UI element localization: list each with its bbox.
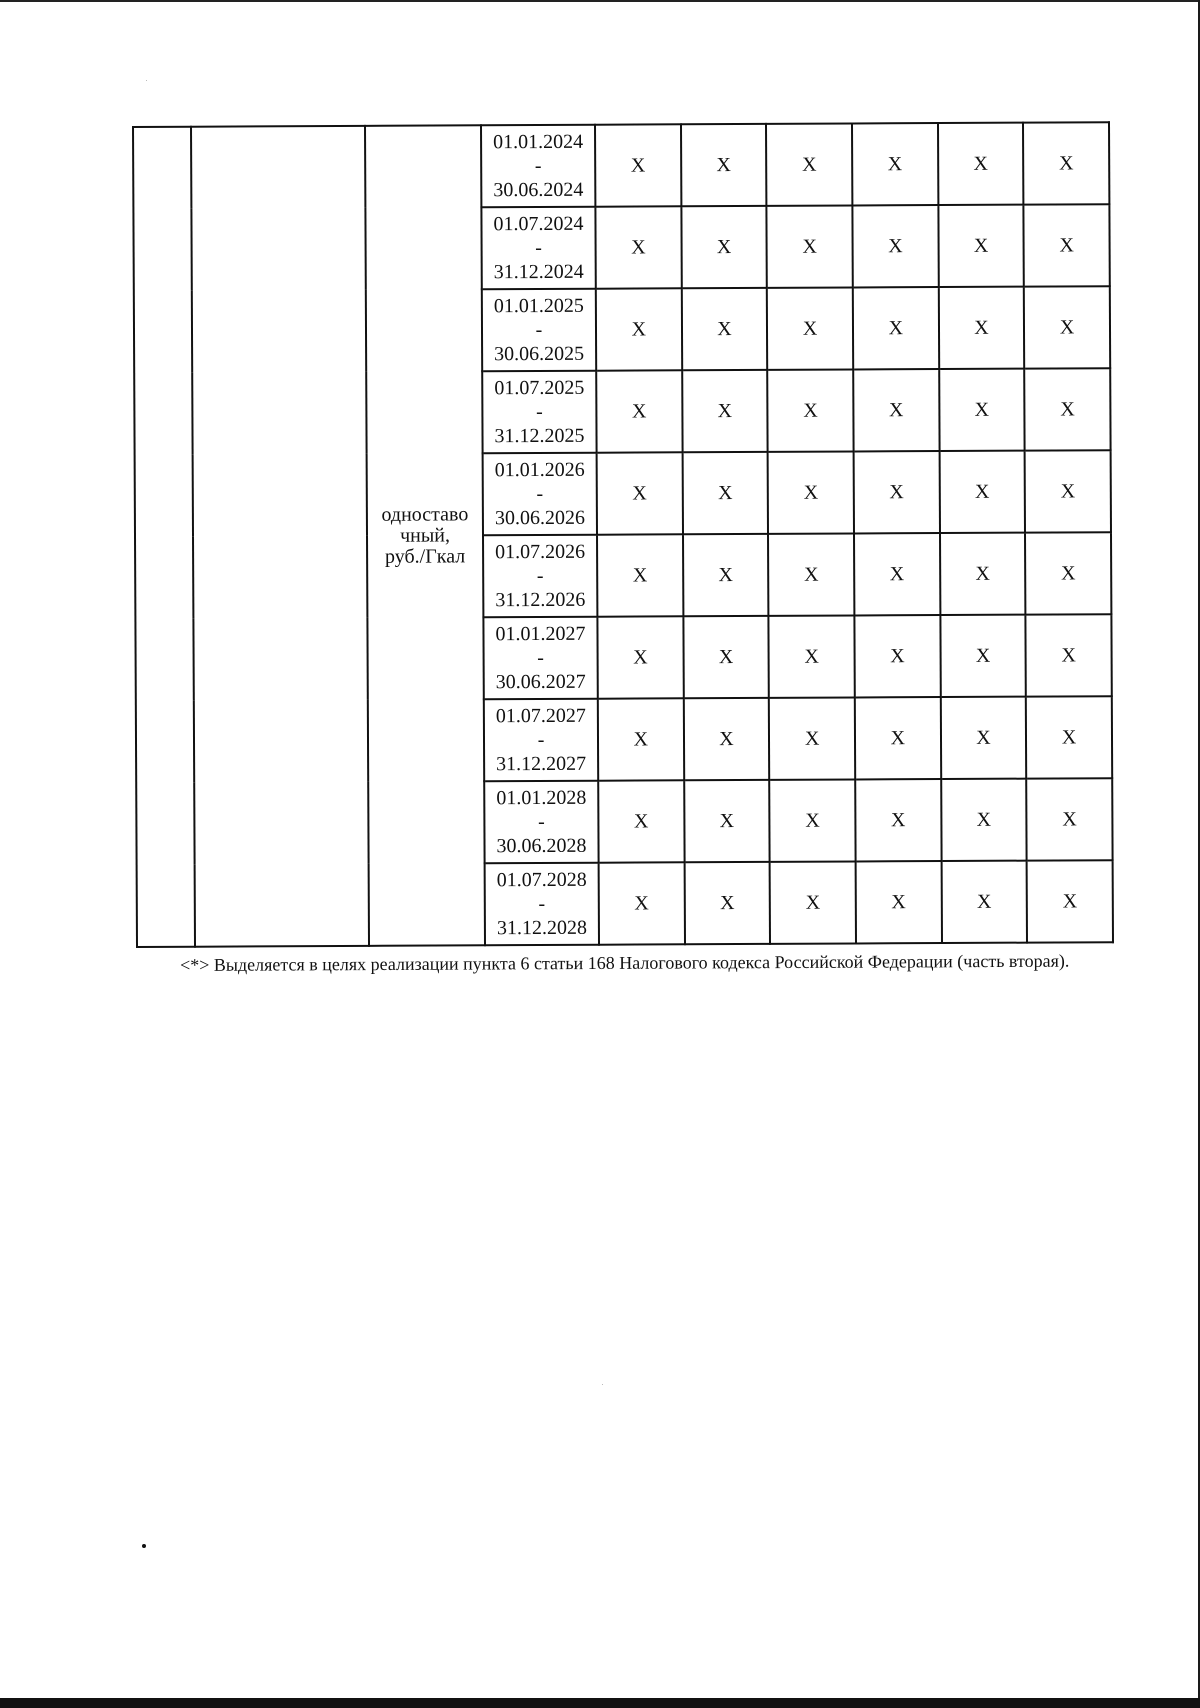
- value-cell: X: [940, 697, 1026, 779]
- period-separator: -: [538, 810, 545, 834]
- period-cell: [482, 289, 596, 372]
- value-cell: X: [599, 862, 685, 944]
- period-end-date: 31.12.2024: [493, 260, 584, 284]
- value-cell: X: [1025, 450, 1111, 532]
- tariff-unit-line: чный,: [399, 523, 451, 547]
- period-start-date: 01.01.2028: [496, 786, 587, 810]
- value-cell: X: [938, 205, 1024, 287]
- value-cell: X: [598, 780, 684, 862]
- period-separator: -: [537, 728, 545, 752]
- tariff-unit-cell: [365, 125, 485, 946]
- period-end-date: 30.06.2024: [493, 178, 584, 202]
- period-end-date: 31.12.2027: [496, 752, 587, 776]
- value-cell: X: [855, 697, 941, 779]
- value-cell: X: [770, 861, 856, 943]
- period-cell: [482, 371, 596, 454]
- period-separator: -: [537, 646, 544, 670]
- scan-dot: [142, 1544, 146, 1548]
- period-separator: -: [535, 236, 542, 260]
- value-cell: X: [766, 123, 852, 205]
- value-cell: X: [597, 534, 683, 616]
- value-cell: X: [681, 288, 767, 370]
- value-cell: X: [596, 370, 682, 452]
- period-start-date: 01.07.2026: [495, 540, 586, 564]
- value-cell: X: [768, 369, 854, 451]
- value-cell: X: [940, 615, 1026, 697]
- period-separator: -: [536, 400, 543, 424]
- value-cell: X: [684, 862, 770, 944]
- value-cell: X: [769, 697, 855, 779]
- tariff-table-body: [133, 122, 1113, 947]
- value-cell: X: [1025, 532, 1111, 614]
- period-start-date: 01.07.2025: [494, 376, 585, 400]
- value-cell: X: [1024, 204, 1110, 286]
- value-cell: X: [770, 779, 856, 861]
- tariff-unit-line: руб./Гкал: [384, 544, 466, 568]
- value-cell: X: [684, 780, 770, 862]
- value-cell: X: [856, 861, 942, 943]
- period-separator: -: [534, 154, 542, 178]
- period-separator: -: [536, 482, 544, 506]
- scan-border-top: [0, 0, 1200, 2]
- value-cell: X: [853, 369, 939, 451]
- value-cell: X: [595, 124, 681, 206]
- period-cell: [484, 781, 598, 864]
- value-cell: X: [683, 616, 769, 698]
- period-cell: [481, 125, 595, 208]
- value-cell: X: [768, 533, 854, 615]
- period-end-date: 31.12.2025: [494, 424, 585, 448]
- period-cell: [484, 699, 598, 782]
- period-cell: [481, 207, 595, 290]
- value-cell: X: [682, 452, 768, 534]
- value-cell: X: [1026, 778, 1112, 860]
- period-end-date: 31.12.2026: [495, 588, 586, 612]
- value-cell: X: [852, 205, 938, 287]
- value-cell: X: [681, 206, 767, 288]
- scan-speck: [146, 80, 147, 81]
- period-end-date: 30.06.2027: [495, 670, 586, 694]
- period-start-date: 01.07.2028: [496, 868, 587, 892]
- period-end-date: 30.06.2026: [494, 506, 585, 530]
- scan-border-bottom: [0, 1698, 1200, 1708]
- period-start-date: 01.01.2024: [493, 130, 584, 154]
- period-start-date: 01.01.2027: [495, 622, 586, 646]
- tariff-unit-line: одноставо: [381, 502, 469, 526]
- value-cell: X: [596, 288, 682, 370]
- period-cell: [483, 617, 597, 700]
- period-end-date: 31.12.2028: [496, 916, 587, 940]
- value-cell: X: [854, 533, 940, 615]
- value-cell: X: [1026, 614, 1112, 696]
- value-cell: X: [1024, 286, 1110, 368]
- period-separator: -: [538, 892, 546, 916]
- value-cell: X: [767, 287, 853, 369]
- value-cell: X: [682, 370, 768, 452]
- value-cell: X: [941, 861, 1027, 943]
- value-cell: X: [683, 534, 769, 616]
- value-cell: X: [598, 698, 684, 780]
- value-cell: X: [939, 451, 1025, 533]
- value-cell: X: [1024, 368, 1110, 450]
- value-cell: X: [595, 206, 681, 288]
- value-cell: X: [1027, 860, 1113, 942]
- period-cell: [483, 453, 597, 536]
- value-cell: X: [768, 451, 854, 533]
- value-cell: X: [769, 615, 855, 697]
- scan-speck: [602, 1384, 603, 1385]
- value-cell: X: [597, 616, 683, 698]
- period-end-date: 30.06.2025: [494, 342, 585, 366]
- value-cell: X: [681, 124, 767, 206]
- value-cell: X: [854, 615, 940, 697]
- value-cell: X: [938, 123, 1024, 205]
- value-cell: X: [852, 123, 938, 205]
- value-cell: X: [767, 205, 853, 287]
- row-number-cell: [133, 127, 195, 947]
- value-cell: X: [854, 451, 940, 533]
- tariff-table: [132, 121, 1114, 948]
- value-cell: X: [855, 779, 941, 861]
- value-cell: X: [938, 287, 1024, 369]
- value-cell: X: [939, 369, 1025, 451]
- period-cell: [483, 535, 597, 618]
- value-cell: X: [1023, 122, 1109, 204]
- value-cell: X: [941, 779, 1027, 861]
- value-cell: X: [597, 452, 683, 534]
- value-cell: X: [940, 533, 1026, 615]
- period-start-date: 01.01.2026: [494, 458, 585, 482]
- period-start-date: 01.07.2027: [495, 704, 586, 728]
- period-separator: -: [536, 564, 544, 588]
- period-start-date: 01.07.2024: [493, 212, 584, 236]
- tariff-row: [133, 122, 1109, 209]
- organization-cell: [191, 126, 369, 947]
- value-cell: X: [1026, 696, 1112, 778]
- period-start-date: 01.01.2025: [493, 294, 584, 318]
- period-end-date: 30.06.2028: [496, 834, 587, 858]
- footnote: <*> Выделяется в целях реализации пункта 6 статьи 168 Налогового кодекса Российской Федерации (часть вторая).: [180, 950, 1070, 975]
- period-separator: -: [535, 318, 543, 342]
- value-cell: X: [683, 698, 769, 780]
- value-cell: X: [853, 287, 939, 369]
- period-cell: [485, 863, 599, 946]
